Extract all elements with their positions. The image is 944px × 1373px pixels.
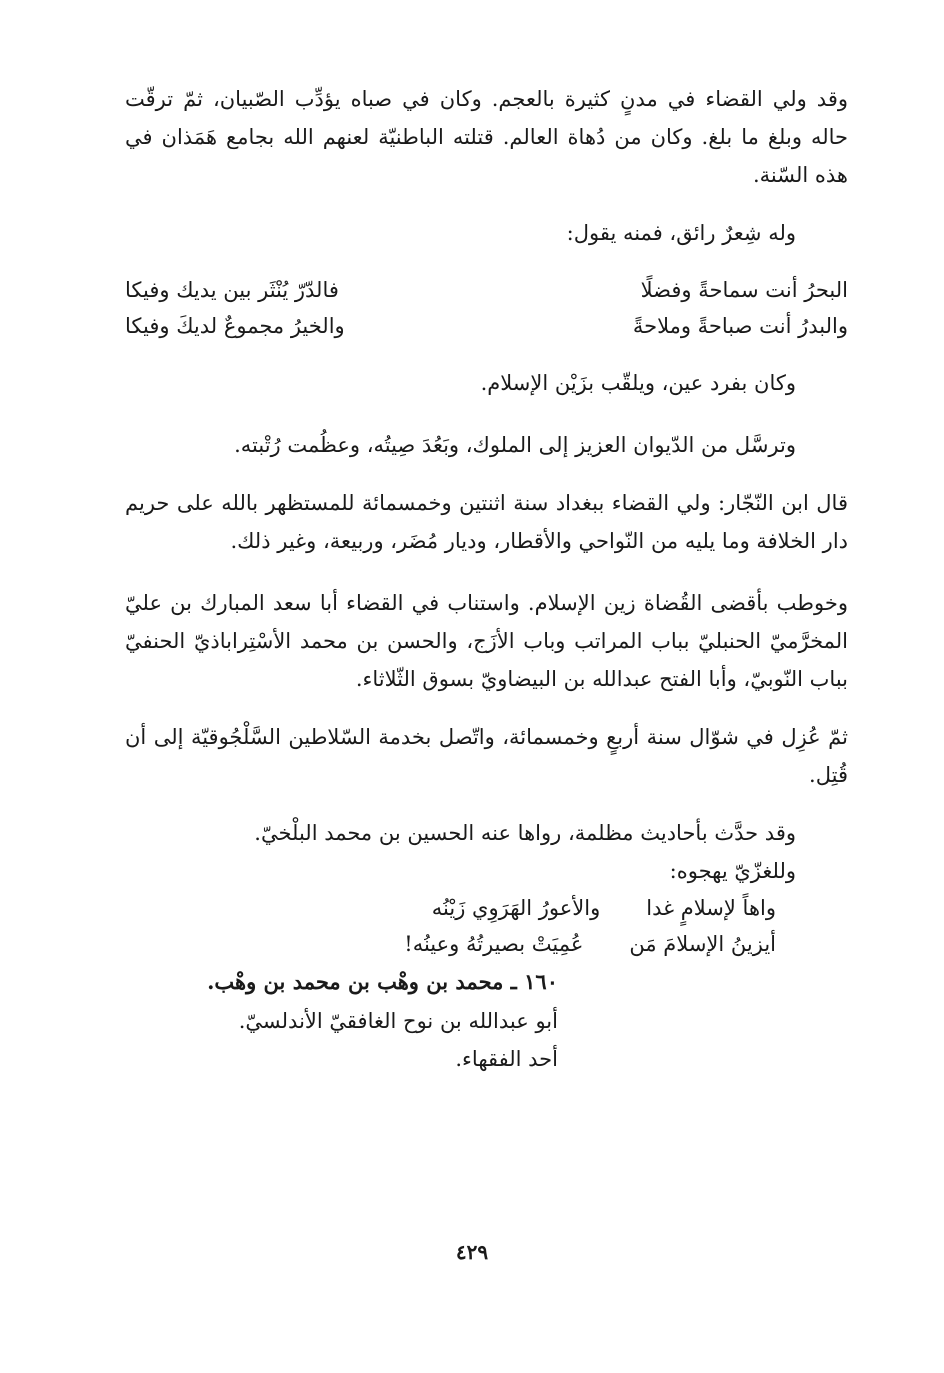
paragraph-1: وقد ولي القضاء في مدنٍ كثيرة بالعجم. وكان في صباه يؤدِّب الصّبيان، ثمّ ترقّت حاله وبلغ ما بلغ. وكان من دُهاة العالم. قتلته الباطنيّة لعنهم الله بجامع هَمَذان في هذه السّنة.	[125, 87, 848, 187]
paragraph-4: وترسَّل من الدّيوان العزيز إلى الملوك، وبَعُدَ صِيتُه، وعظُمت رُتْبته.	[234, 433, 796, 457]
paragraph-2: وله شِعرٌ رائق، فمنه يقول:	[566, 221, 796, 245]
verse-3-hemistich-1: واهاً لإسلامٍ غدا	[646, 896, 776, 920]
verse-line-2	[125, 308, 848, 344]
verse-4-hemistich-2: عُمِيَتْ بصيرتُهُ وعينُه!	[404, 932, 584, 956]
verse-3-hemistich-2: والأعورُ الهَرَوِي زَيْنُه	[431, 896, 601, 920]
paragraph-9: وللغزّيّ يهجوه:	[669, 859, 796, 883]
verse-1-hemistich-1: البحرُ أنت سماحةً وفضلًا	[640, 278, 848, 302]
verse-line-3	[125, 890, 848, 926]
verse-line-4	[125, 926, 848, 962]
verse-4-hemistich-1: أيزينُ الإسلامَ مَن	[629, 932, 776, 956]
paragraph-7: ثمّ عُزِل في شوّال سنة أربعٍ وخمسمائة، واتّصل بخدمة السّلاطين السَّلْجُوقيّة إلى أن قُتِل.	[125, 725, 848, 787]
page-body	[125, 80, 848, 1078]
paragraph-11: أحد الفقهاء.	[455, 1047, 558, 1071]
paragraph-5: قال ابن النّجّار: ولي القضاء ببغداد سنة اثنتين وخمسمائة للمستظهر بالله على حريم دار الخلافة وما يليه من النّواحي والأقطار، وديار مُضَر، وربيعة، وغير ذلك.	[125, 491, 848, 553]
verse-2-hemistich-2: والخيرُ مجموعٌ لديكَ وفيكا	[125, 314, 345, 338]
page-number: ٤٢٩	[455, 1240, 489, 1264]
paragraph-6: وخوطب بأقضى القُضاة زين الإسلام. واستناب في القضاء أبا سعد المبارك بن عليّ المخرَّميّ الحنبليّ بباب المراتب وباب الأزَج، والحسن بن محمد الأسْتِراباذيّ الحنفيّ بباب النّوبيّ، وأبا الفتح عبدالله بن البيضاويّ بسوق الثّلاثاء.	[125, 591, 848, 691]
paragraph-3: وكان بفرد عين، ويلقّب بزَيْن الإسلام.	[480, 371, 796, 395]
verse-1-hemistich-2: فالدّرّ يُنْثَر بين يديك وفيكا	[125, 278, 339, 302]
verse-2-hemistich-1: والبدرُ أنت صباحةً وملاحةً	[632, 314, 848, 338]
paragraph-8: وقد حدَّث بأحاديث مظلمة، رواها عنه الحسين بن محمد البلْخيّ.	[254, 821, 796, 845]
paragraph-10: أبو عبدالله بن نوح الغافقيّ الأندلسيّ.	[238, 1009, 558, 1033]
verse-line-1	[125, 272, 848, 308]
entry-heading: ١٦٠ ـ محمد بن وهْب بن محمد بن وهْب.	[207, 969, 558, 994]
